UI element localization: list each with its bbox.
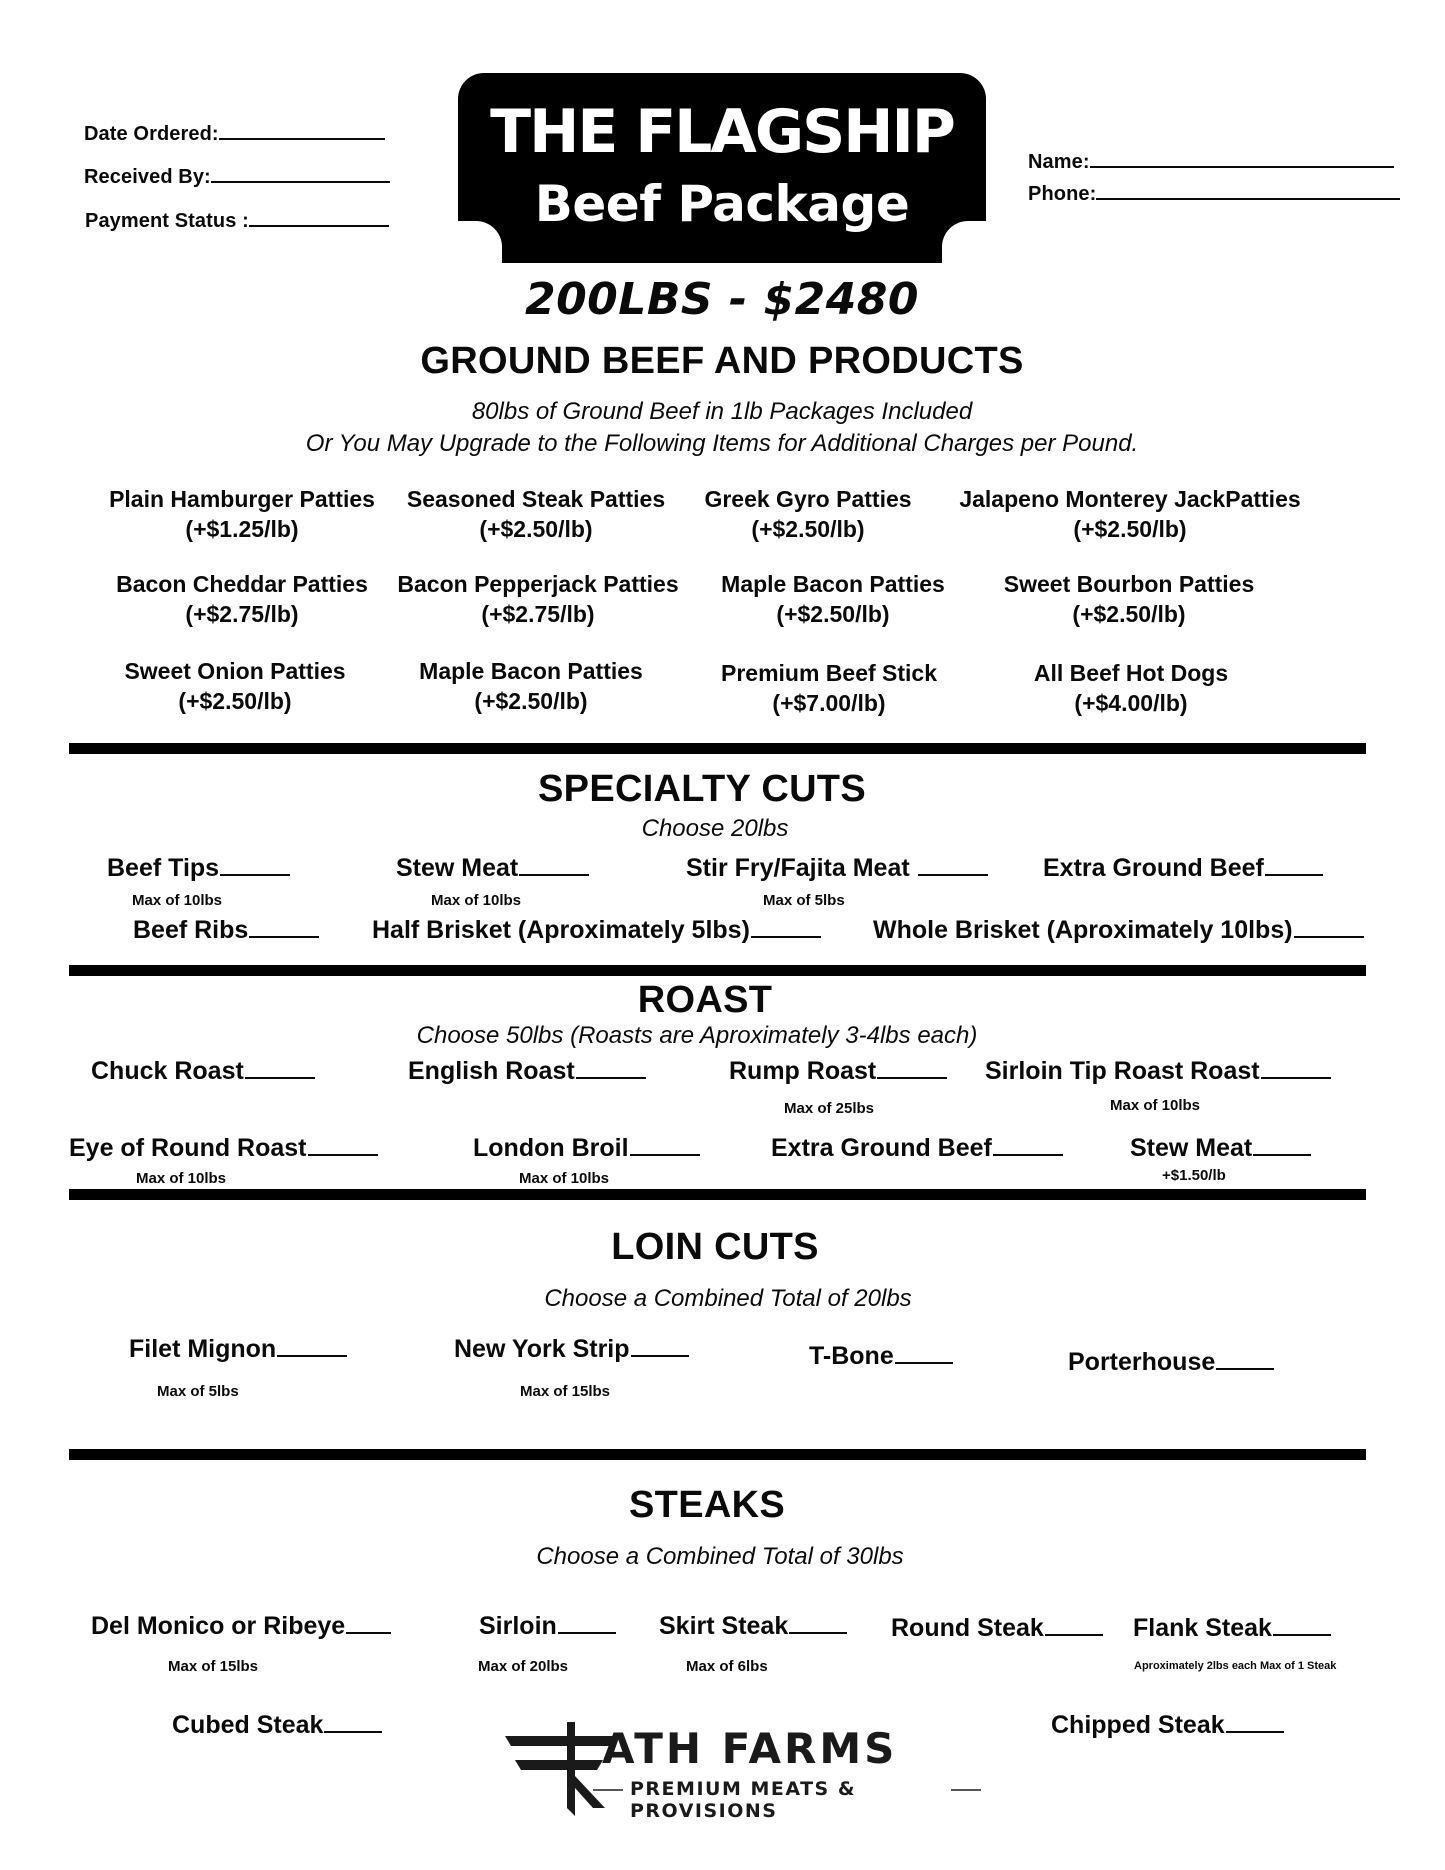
item-blank[interactable]: [993, 1136, 1063, 1156]
patty-price: (+$2.50/lb): [1072, 601, 1186, 627]
item-note: +$1.50/lb: [1162, 1167, 1226, 1184]
payment-status-field[interactable]: [85, 209, 389, 233]
item-note: Max of 10lbs: [519, 1170, 610, 1187]
item-blank[interactable]: [245, 1059, 315, 1079]
steak-item-round[interactable]: [891, 1614, 1103, 1643]
item-blank[interactable]: [631, 1337, 689, 1357]
patty-option[interactable]: [419, 656, 643, 716]
item-blank[interactable]: [1273, 1616, 1331, 1636]
item-blank[interactable]: [576, 1059, 646, 1079]
name-field[interactable]: [1028, 150, 1394, 174]
item-blank[interactable]: [895, 1344, 953, 1364]
item-blank[interactable]: [1216, 1350, 1274, 1370]
logo-dash-left: [593, 1789, 623, 1791]
roast-item-sirloin-tip[interactable]: [985, 1057, 1331, 1086]
patty-price: (+$2.75/lb): [185, 601, 299, 627]
patty-price: (+$2.75/lb): [481, 601, 595, 627]
item-note: Aproximately 2lbs each Max of 1 Steak: [1134, 1660, 1337, 1672]
package-title-badge: [458, 73, 986, 263]
item-label: Whole Brisket (Aproximately 10lbs): [873, 916, 1293, 944]
item-blank[interactable]: [1045, 1616, 1103, 1636]
item-note: Max of 10lbs: [431, 892, 522, 909]
item-blank[interactable]: [519, 856, 589, 876]
steaks-title: STEAKS: [629, 1484, 785, 1526]
ground-beef-subtitle-1: 80lbs of Ground Beef in 1lb Packages Included: [471, 398, 973, 425]
item-label: Chipped Steak: [1051, 1711, 1225, 1739]
patty-name: Greek Gyro Patties: [704, 486, 912, 512]
item-blank[interactable]: [277, 1337, 347, 1357]
patty-name: Maple Bacon Patties: [721, 571, 945, 597]
section-divider: [69, 1449, 1366, 1460]
patty-option[interactable]: [721, 569, 945, 629]
package-title: THE FLAGSHIP: [490, 97, 954, 167]
patty-option[interactable]: [124, 656, 345, 716]
phone-blank[interactable]: [1096, 182, 1400, 200]
loin-item-t-bone[interactable]: [809, 1342, 953, 1371]
item-blank[interactable]: [630, 1136, 700, 1156]
item-blank[interactable]: [1261, 1059, 1331, 1079]
item-blank[interactable]: [308, 1136, 378, 1156]
item-blank[interactable]: [1265, 856, 1323, 876]
item-note: Max of 5lbs: [157, 1383, 239, 1400]
rath-farms-logo: [505, 1716, 985, 1822]
item-blank[interactable]: [249, 918, 319, 938]
loin-item-filet-mignon[interactable]: [129, 1335, 347, 1364]
steaks-subtitle: Choose a Combined Total of 30lbs: [536, 1543, 904, 1570]
item-label: Extra Ground Beef: [771, 1134, 992, 1162]
item-note: Max of 5lbs: [763, 892, 845, 909]
item-label: Sirloin Tip Roast Roast: [985, 1057, 1260, 1085]
patty-price: (+$4.00/lb): [1074, 690, 1188, 716]
item-note: Max of 25lbs: [784, 1100, 875, 1117]
patty-name: Sweet Onion Patties: [124, 658, 346, 684]
name-label: Name:: [1028, 151, 1090, 173]
item-blank[interactable]: [1253, 1136, 1311, 1156]
patty-name: Plain Hamburger Patties: [109, 486, 375, 512]
loin-subtitle: Choose a Combined Total of 20lbs: [544, 1285, 912, 1312]
patty-price: (+$2.50/lb): [776, 601, 890, 627]
phone-label: Phone:: [1028, 183, 1097, 205]
patty-option[interactable]: [407, 484, 665, 544]
received-by-field[interactable]: [84, 165, 390, 189]
item-note: Max of 20lbs: [478, 1658, 569, 1675]
item-label: Stew Meat: [396, 854, 519, 882]
patty-option[interactable]: [1034, 658, 1228, 718]
phone-field[interactable]: [1028, 182, 1400, 206]
patty-option[interactable]: [704, 484, 911, 544]
steak-item-ribeye[interactable]: [91, 1612, 391, 1641]
patty-name: All Beef Hot Dogs: [1033, 660, 1229, 686]
item-label: English Roast: [408, 1057, 575, 1085]
item-blank[interactable]: [324, 1713, 382, 1733]
item-blank[interactable]: [918, 856, 988, 876]
payment-status-blank[interactable]: [249, 209, 389, 227]
received-by-label: Received By:: [84, 166, 211, 188]
item-label: Half Brisket (Aproximately 5lbs): [372, 916, 750, 944]
logo-name: ATH FARMS: [602, 1724, 898, 1773]
item-blank[interactable]: [1226, 1713, 1284, 1733]
specialty-item-stir-fry[interactable]: [686, 854, 988, 883]
specialty-item-extra-ground-beef[interactable]: [1043, 854, 1323, 883]
specialty-item-beef-ribs[interactable]: [133, 916, 319, 945]
logo-tagline: PREMIUM MEATS & PROVISIONS: [630, 1778, 856, 1822]
payment-status-label: Payment Status :: [85, 210, 249, 232]
patty-price: (+$2.50/lb): [751, 516, 865, 542]
section-divider: [69, 743, 1366, 754]
item-blank[interactable]: [220, 856, 290, 876]
name-blank[interactable]: [1090, 150, 1394, 168]
item-note: Max of 15lbs: [520, 1383, 611, 1400]
item-label: Stew Meat: [1130, 1134, 1253, 1162]
item-blank[interactable]: [877, 1059, 947, 1079]
roast-item-rump[interactable]: [729, 1057, 947, 1086]
patty-option[interactable]: [116, 569, 368, 629]
item-label: Del Monico or Ribeye: [91, 1612, 346, 1640]
specialty-item-half-brisket[interactable]: [372, 916, 821, 945]
item-label: Round Steak: [891, 1614, 1044, 1642]
patty-name: Seasoned Steak Patties: [406, 486, 666, 512]
patty-price: (+$2.50/lb): [474, 688, 588, 714]
item-label: Beef Ribs: [133, 916, 249, 944]
patty-price: (+$2.50/lb): [1073, 516, 1187, 542]
roast-item-chuck[interactable]: [91, 1057, 315, 1086]
item-label: Rump Roast: [729, 1057, 877, 1085]
loin-item-porterhouse[interactable]: [1068, 1348, 1274, 1377]
specialty-item-whole-brisket[interactable]: [873, 916, 1364, 945]
item-label: Beef Tips: [107, 854, 220, 882]
roast-item-london-broil[interactable]: [473, 1134, 700, 1163]
logo-dash-right: [951, 1789, 981, 1791]
patty-option[interactable]: [397, 569, 678, 629]
roast-item-english[interactable]: [408, 1057, 646, 1086]
date-ordered-label: Date Ordered:: [84, 123, 219, 145]
item-blank[interactable]: [789, 1614, 847, 1634]
item-label: Stir Fry/Fajita Meat: [686, 854, 917, 882]
specialty-item-beef-tips[interactable]: [107, 854, 290, 883]
item-note: Max of 6lbs: [686, 1658, 768, 1675]
item-note: Max of 10lbs: [136, 1170, 227, 1187]
item-blank[interactable]: [558, 1614, 616, 1634]
loin-title: LOIN CUTS: [611, 1226, 819, 1268]
item-label: New York Strip: [454, 1335, 630, 1363]
steak-item-chipped[interactable]: [1051, 1711, 1284, 1740]
specialty-title: SPECIALTY CUTS: [538, 768, 866, 810]
patty-name: Jalapeno Monterey JackPatties: [959, 486, 1301, 512]
roast-item-eye-of-round[interactable]: [69, 1134, 378, 1163]
loin-item-ny-strip[interactable]: [454, 1335, 689, 1364]
patty-name: Sweet Bourbon Patties: [1003, 571, 1255, 597]
section-divider: [69, 965, 1366, 976]
patty-name: Bacon Pepperjack Patties: [397, 571, 679, 597]
item-label: Eye of Round Roast: [69, 1134, 307, 1162]
steak-item-cubed[interactable]: [172, 1711, 382, 1740]
patty-option[interactable]: [721, 658, 937, 718]
package-subtitle: Beef Package: [534, 175, 910, 233]
item-label: T-Bone: [809, 1342, 894, 1370]
patty-price: (+$7.00/lb): [772, 690, 886, 716]
item-label: Chuck Roast: [91, 1057, 244, 1085]
item-blank[interactable]: [1294, 918, 1364, 938]
patty-option[interactable]: [1004, 569, 1254, 629]
steak-item-flank[interactable]: [1133, 1614, 1331, 1643]
item-blank[interactable]: [751, 918, 821, 938]
patty-option[interactable]: [109, 484, 375, 544]
ground-beef-subtitle-2: Or You May Upgrade to the Following Items for Additional Charges per Pound.: [305, 430, 1139, 457]
package-price: 200LBS - $2480: [524, 274, 920, 325]
item-label: Filet Mignon: [129, 1335, 277, 1363]
specialty-item-stew-meat[interactable]: [396, 854, 589, 883]
item-label: Extra Ground Beef: [1043, 854, 1264, 882]
item-blank[interactable]: [346, 1614, 391, 1634]
roast-item-extra-ground-beef[interactable]: [771, 1134, 1063, 1163]
patty-name: Maple Bacon Patties: [419, 658, 643, 684]
patty-name: Bacon Cheddar Patties: [116, 571, 368, 597]
item-note: Max of 15lbs: [168, 1658, 259, 1675]
date-ordered-blank[interactable]: [219, 122, 385, 140]
date-ordered-field[interactable]: [84, 122, 385, 146]
specialty-subtitle: Choose 20lbs: [641, 815, 789, 842]
steak-item-sirloin[interactable]: [479, 1612, 616, 1641]
patty-price: (+$2.50/lb): [479, 516, 593, 542]
ground-beef-title: GROUND BEEF AND PRODUCTS: [420, 340, 1024, 382]
roast-item-stew-meat[interactable]: [1130, 1134, 1311, 1163]
item-label: Cubed Steak: [172, 1711, 324, 1739]
item-label: Skirt Steak: [659, 1612, 789, 1640]
item-note: Max of 10lbs: [1110, 1097, 1201, 1114]
item-label: Porterhouse: [1068, 1348, 1216, 1376]
steak-item-skirt[interactable]: [659, 1612, 847, 1641]
patty-name: Premium Beef Stick: [720, 660, 938, 686]
item-label: Flank Steak: [1133, 1614, 1272, 1642]
received-by-blank[interactable]: [211, 165, 390, 183]
patty-option[interactable]: [959, 484, 1300, 544]
item-note: Max of 10lbs: [132, 892, 223, 909]
patty-price: (+$2.50/lb): [178, 688, 292, 714]
patty-price: (+$1.25/lb): [185, 516, 299, 542]
roast-title: ROAST: [637, 979, 773, 1021]
item-label: Sirloin: [479, 1612, 557, 1640]
section-divider: [69, 1189, 1366, 1200]
roast-subtitle: Choose 50lbs (Roasts are Aproximately 3-4lbs each): [416, 1022, 978, 1049]
item-label: London Broil: [473, 1134, 629, 1162]
